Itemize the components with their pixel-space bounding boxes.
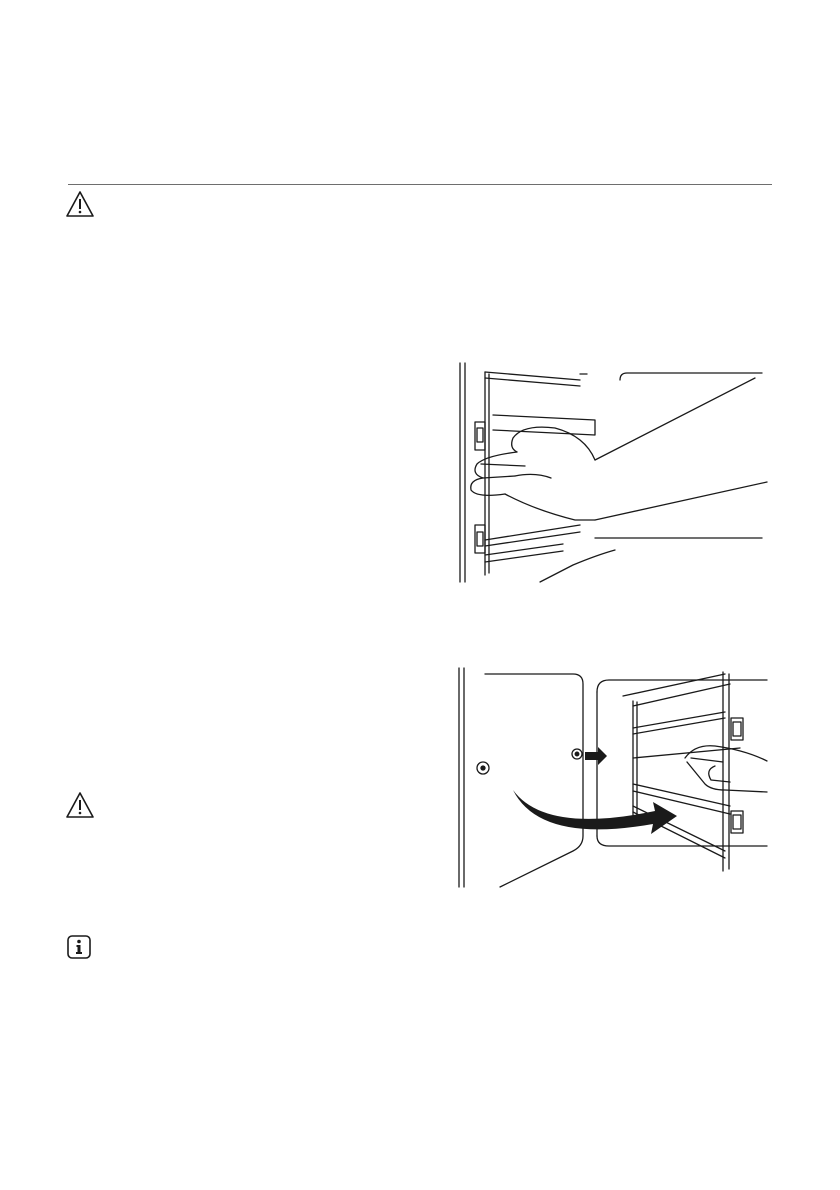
section-divider bbox=[68, 184, 772, 185]
warning-triangle-icon bbox=[65, 791, 95, 819]
warning-triangle-icon bbox=[65, 190, 95, 218]
shelf-support-rotation-illustration bbox=[455, 666, 770, 890]
shelf-support-removal-illustration bbox=[455, 360, 770, 585]
info-icon bbox=[67, 935, 91, 959]
